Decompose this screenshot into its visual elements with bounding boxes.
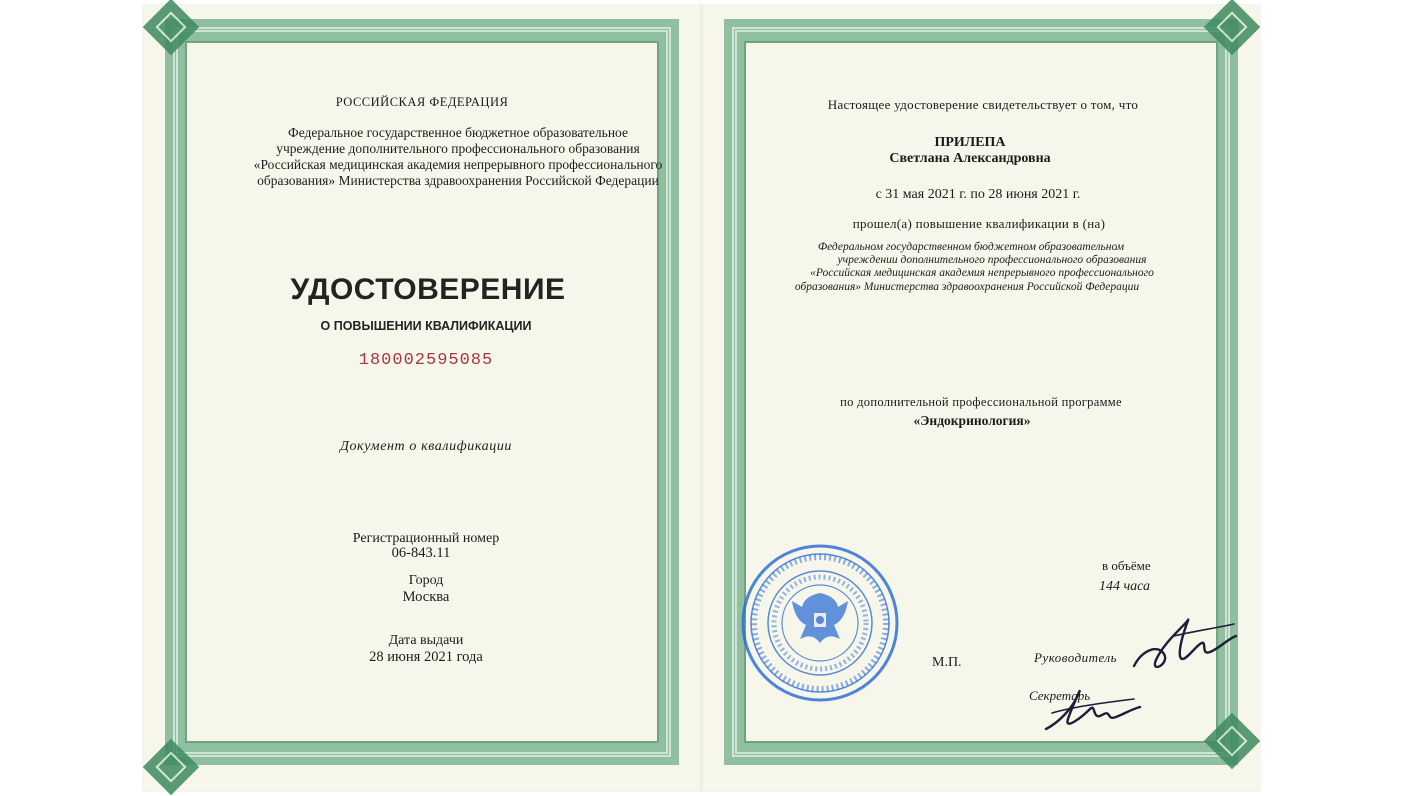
intro-line: Настоящее удостоверение свидетельствует о том, что (827, 97, 1139, 112)
head-label: Руководитель (1034, 650, 1118, 665)
document-type: Документ о квалификации (339, 439, 513, 454)
secretary-signature (1042, 677, 1142, 737)
institution-line-1: Федеральное государственное бюджетное образовательное (288, 125, 628, 140)
issue-date-label: Дата выдачи (388, 633, 464, 648)
document-title: УДОСТОВЕРЕНИЕ (290, 273, 566, 306)
holder-surname: ПРИЛЕПА (934, 135, 1006, 150)
city-value: Москва (402, 589, 450, 605)
institution-line-2: учреждении дополнительного профессионального образования (837, 254, 1147, 266)
registration-label: Регистрационный номер (352, 531, 500, 546)
training-period: с 31 мая 2021 г. по 28 июня 2021 г. (875, 187, 1081, 202)
certificate-spread (143, 5, 1260, 791)
stamp-place-label: М.П. (932, 655, 962, 670)
country-header: РОССИЙСКАЯ ФЕДЕРАЦИЯ (335, 95, 509, 109)
program-name: «Эндокринология» (913, 413, 1031, 428)
institution-line-4: образования» Министерства здравоохранения Российской Федерации (257, 173, 659, 188)
passed-line: прошел(а) повышение квалификации в (на) (852, 216, 1106, 231)
left-page (143, 5, 701, 791)
institution-line-4: образования» Министерства здравоохранения Российской Федерации (794, 281, 1140, 293)
issue-date-value: 28 июня 2021 года (369, 649, 483, 665)
program-label: по дополнительной профессиональной программе (840, 395, 1122, 409)
head-signature (1130, 610, 1240, 680)
institution-line-2: учреждение дополнительного профессионального образования (276, 141, 640, 156)
institution-line-3: «Российская медицинская академия непрерывного профессионального (253, 157, 663, 172)
secretary-label: Секретарь (1029, 688, 1091, 703)
institution-line-1: Федеральном государственном бюджетном образовательном (817, 241, 1125, 253)
institution-line-3: «Российская медицинская академия непрерывного профессионального (810, 267, 1154, 279)
volume-value: 144 часа (1099, 579, 1151, 594)
holder-given-names: Светлана Александровна (889, 151, 1051, 166)
registration-number: 06-843.11 (391, 545, 451, 561)
document-subtitle: О ПОВЫШЕНИИ КВАЛИФИКАЦИИ (320, 319, 532, 333)
city-label: Город (408, 573, 444, 588)
volume-label: в объёме (1102, 558, 1151, 573)
serial-number: 180002595085 (358, 351, 494, 370)
official-seal-stamp (740, 543, 900, 703)
